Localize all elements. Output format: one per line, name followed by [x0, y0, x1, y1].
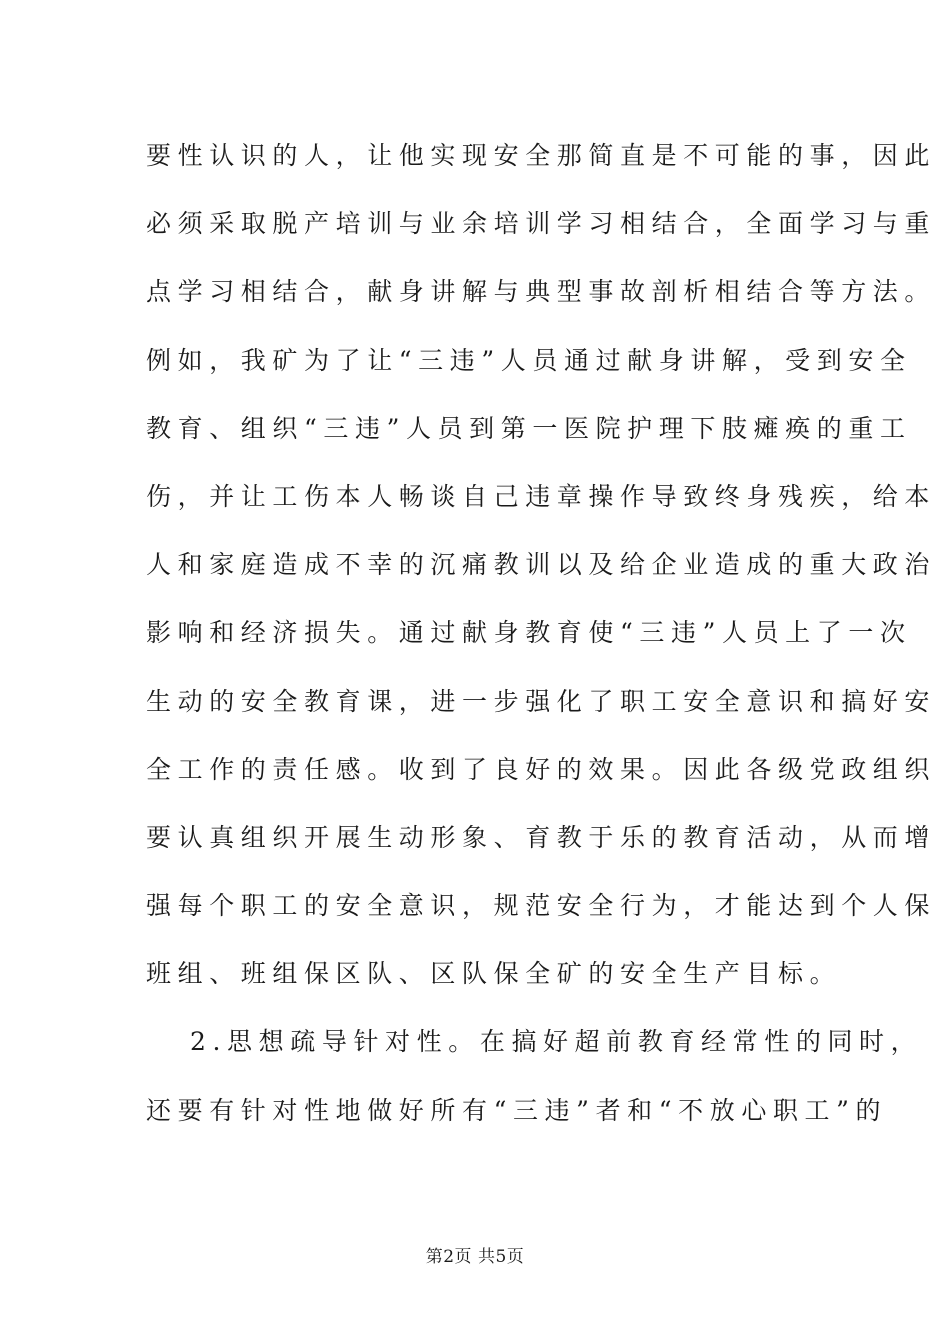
text-line: 强每个职工的安全意识，规范安全行为，才能达到个人保 — [146, 891, 937, 921]
text-line: 还要有针对性地做好所有“三违”者和“不放心职工”的 — [146, 1095, 888, 1125]
body-text — [146, 128, 937, 1151]
text-line: 影响和经济损失。通过献身教育使“三违”人员上了一次 — [146, 618, 912, 648]
text-line: 要认真组织开展生动形象、育教于乐的教育活动，从而增 — [146, 822, 937, 852]
text-line: 教育、组织“三违”人员到第一医院护理下肢瘫痪的重工 — [146, 413, 912, 443]
text-line: 点学习相结合，献身讲解与典型事故剖析相结合等方法。 — [146, 277, 937, 307]
text-line: 生动的安全教育课，进一步强化了职工安全意识和搞好安 — [146, 686, 937, 716]
text-line: 必须采取脱产培训与业余培训学习相结合，全面学习与重 — [146, 209, 937, 239]
section-heading-line: 2.思想疏导针对性。在搞好超前教育经常性的同时， — [190, 1027, 923, 1057]
text-line: 班组、班组保区队、区队保全矿的安全生产目标。 — [146, 959, 842, 989]
text-line: 全工作的责任感。收到了良好的效果。因此各级党政组织 — [146, 754, 937, 784]
text-line: 要性认识的人，让他实现安全那简直是不可能的事，因此 — [146, 141, 937, 170]
text-line: 例如，我矿为了让“三违”人员通过献身讲解，受到安全 — [146, 345, 912, 375]
text-line: 伤，并让工伤本人畅谈自己违章操作导致终身残疾，给本 — [146, 481, 937, 511]
page-footer: 第2页 共5页 — [425, 1247, 525, 1267]
text-line: 人和家庭造成不幸的沉痛教训以及给企业造成的重大政治 — [146, 550, 937, 580]
